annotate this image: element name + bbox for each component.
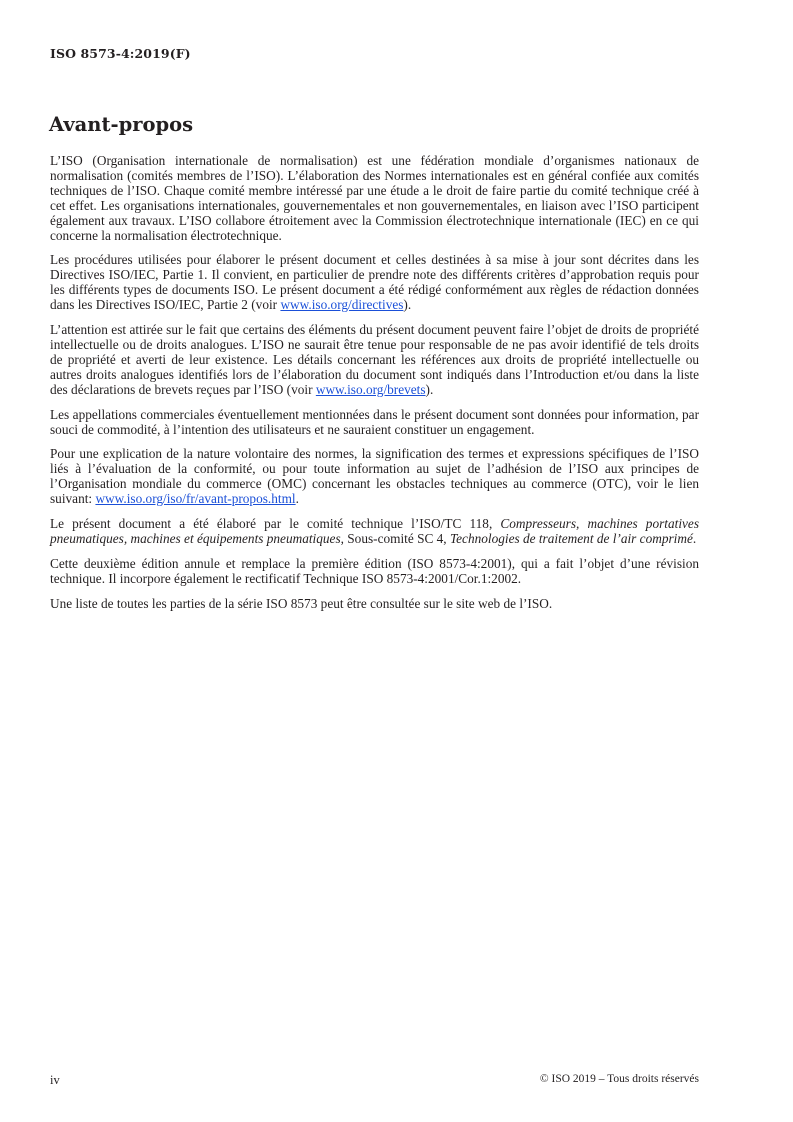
copyright-notice: © ISO 2019 – Tous droits réservés (539, 1073, 699, 1085)
paragraph-text: Pour une explication de la nature volontaire des normes, la signification des termes et expressions spécifiques de l’ISO liés à l’évaluation de la conformité, ou pour toute information au sujet de l’adhésion de l’ISO aux principes de l’Organisation mondiale du commerce (OMC) concernant les obstacles techniques au commerce (OTC), voir le lien suivant: (50, 446, 699, 507)
paragraph-text: Le présent document a été élaboré par le comité technique l’ISO/TC 118, (50, 516, 501, 532)
document-reference: ISO 8573-4:2019(F) (50, 46, 191, 61)
paragraph-series-list: Une liste de toutes les parties de la série ISO 8573 peut être consultée sur le site web de l’ISO. (50, 595, 553, 611)
paragraph-text: , Sous-comité SC 4, (340, 530, 450, 546)
paragraph-committee (50, 517, 699, 547)
page-title: Avant-propos (49, 113, 194, 136)
paragraph-text: Les procédures utilisées pour élaborer le présent document et celles destinées à sa mise à jour sont décrites dans les Directives ISO/IEC, Partie 1. Il convient, en particulier de prendre note des différents critères d’approbation requis pour les différents types de documents ISO. Le présent document a été rédigé conformément aux règles de rédaction données dans les Directives ISO/IEC, Partie 2 (voir (50, 252, 699, 313)
foreword-body (50, 154, 699, 622)
paragraph-end: . (295, 491, 299, 507)
paragraph-end: ). (403, 297, 412, 313)
paragraph-edition: Cette deuxième édition annule et remplace la première édition (ISO 8573-4:2001), qui a fait l’objet d’une révision technique. Il incorpore également le rectificatif Technique ISO 8573-4:2001/Cor.1:2002. (50, 555, 699, 586)
paragraph-procedures (50, 253, 699, 313)
page-number: iv (50, 1073, 60, 1087)
paragraph-trade-names: Les appellations commerciales éventuellement mentionnées dans le présent document sont données pour information, par souci de commodité, à l’intention des utilisateurs et ne sauraient constituer un engagement. (50, 406, 699, 437)
paragraph-text: L’attention est attirée sur le fait que certains des éléments du présent document peuvent faire l’objet de droits de propriété intellectuelle ou de droits analogues. L’ISO ne saurait être tenue pour responsable de ne pas avoir identifié de tels droits de propriété et averti de leur existence. Les détails concernant les références aux droits de propriété intellectuelle ou autres droits analogues identifiés lors de l’élaboration du document sont indiqués dans l’Introduction et/ou dans la liste des déclarations de brevets reçues par l’ISO (voir (50, 322, 699, 397)
paragraph-iso-overview: L’ISO (Organisation internationale de normalisation) est une fédération mondiale d’organismes nationaux de normalisation (comités membres de l’ISO). L’élaboration des Normes internationales est en général confiée aux comités techniques de l’ISO. Chaque comité membre intéressé par une étude a le droit de faire partie du comité technique créé à cet effet. Les organisations internationales, gouvernementales et non gouvernementales, en liaison avec l’ISO participent également aux travaux. L’ISO collabore étroitement avec la Commission électrotechnique internationale (IEC) en ce qui concerne la normalisation électrotechnique. (50, 153, 699, 243)
avant-propos-link[interactable]: www.iso.org/iso/fr/avant-propos.html (95, 491, 296, 507)
paragraph-patent-rights (50, 323, 699, 398)
brevets-link[interactable]: www.iso.org/brevets (315, 381, 426, 397)
paragraph-voluntary-nature (50, 447, 699, 507)
committee-name: Compresseurs, machines portatives pneumatiques, machines et équipements pneumatiques (50, 516, 699, 546)
subcommittee-name: Technologies de traitement de l’air comprimé (449, 530, 693, 546)
paragraph-end: . (692, 530, 697, 546)
paragraph-end: ). (425, 381, 434, 397)
directives-link[interactable]: www.iso.org/directives (280, 297, 404, 313)
